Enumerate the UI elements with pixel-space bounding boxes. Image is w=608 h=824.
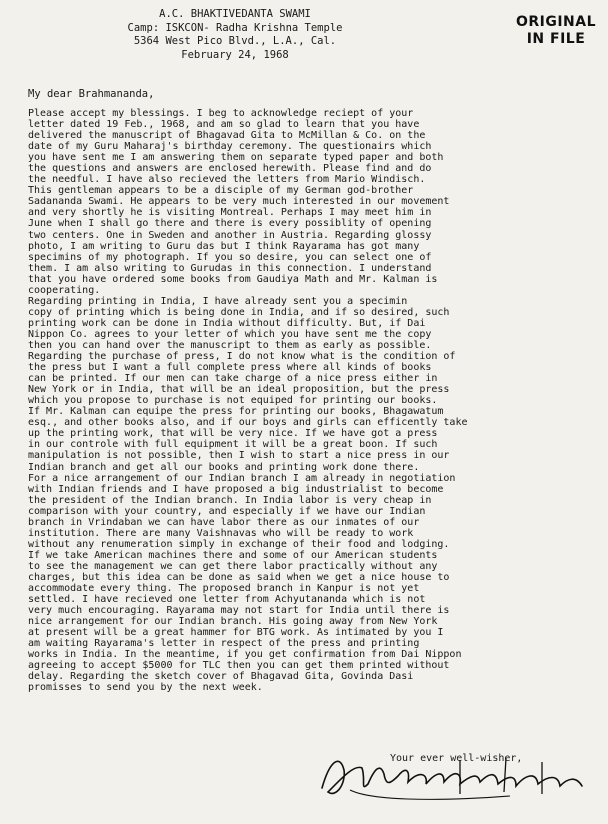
stamp-line-2: IN FILE [526, 31, 586, 47]
letter-line: which you propose to purchase is not equiped for printing our books. [28, 395, 438, 407]
letter-line: promisses to send you by the next week. [28, 682, 263, 694]
letterhead-name: A.C. BHAKTIVEDANTA SWAMI [159, 8, 311, 20]
letter-line: manipulation is not possible, then I wish to start a nice press in our [28, 450, 450, 462]
letter-line: the president of the Indian branch. In India labor is very cheap in [28, 494, 432, 506]
salutation: My dear Brahmananda, [28, 88, 155, 100]
handwritten-signature [310, 740, 600, 810]
letter-line: Please accept my blessings. I beg to acknowledge reciept of your [28, 108, 414, 119]
letter-line: If Mr. Kalman can equipe the press for printing our books, Bhagawatum [28, 406, 444, 418]
letter-line: accommodate every thing. The proposed branch in Kanpur is not yet [28, 583, 420, 595]
letter-line: Indian branch and get all our books and printing work done there. [28, 461, 420, 473]
closing: Your ever well-wisher, [390, 753, 523, 764]
letter-line: them. I am also writing to Gurudas in this connection. I understand [28, 262, 432, 274]
letter-line: specimins of my photograph. If you so desire, you can select one of [28, 251, 432, 263]
letter-line: in our controle with full equipment it will be a great boon. If such [28, 439, 438, 451]
letter-line: and very shortly he is visiting Montreal. Perhaps I may meet him in [28, 207, 432, 219]
letter-line: This gentleman appears to be a disciple of my German god-brother [28, 185, 414, 197]
letter-line: that you have ordered some books from Gaudiya Math and Mr. Kalman is [28, 273, 438, 285]
letter-line: to see the management we can get there labor practically without any [28, 560, 438, 572]
letter-line: Regarding printing in India, I have already sent you a specimin [28, 295, 408, 307]
letter-line: agreeing to accept $5000 for TLC then you can get them printed without [28, 660, 450, 672]
letter-line: up the printing work, that will be very nice. If we have got a press [28, 428, 438, 440]
letter-line: New York or in India, that will be an ideal proposition, but the press [28, 384, 450, 396]
letter-line: then you can hand over the manuscript to them as early as possible. [28, 339, 432, 351]
letterhead-date: February 24, 1968 [181, 48, 289, 61]
letter-line: photo, I am writing to Guru das but I think Rayarama has got many [28, 240, 420, 252]
letter-line: the needful. I have also recieved the letters from Mario Windisch. [28, 174, 426, 186]
letter-line: Regarding the purchase of press, I do not know what is the condition of [28, 351, 456, 363]
letter-line: with Indian friends and I have proposed a big industrialist to become [28, 483, 444, 495]
letter-line: settled. I have recieved one letter from Achyutananda which is not [28, 594, 426, 606]
letter-line: If we take American machines there and some of our American students [28, 549, 438, 561]
original-in-file-stamp [510, 14, 602, 48]
letter-line: copy of printing which is being done in India, and if so desired, such [28, 306, 450, 318]
letter-line: delay. Regarding the sketch cover of Bhagavad Gita, Govinda Dasi [28, 671, 414, 683]
letter-line: two centers. One in Sweden and another in Austria. Regarding glossy [28, 229, 432, 241]
stamp-line-1: ORIGINAL [515, 14, 597, 30]
letter-line: can be printed. If our men can take charge of a nice press either in [28, 373, 438, 385]
letter-line: letter dated 19 Feb., 1968, and am so glad to learn that you have [28, 119, 420, 131]
letter-line: at present will be a great hammer for BTG work. As intimated by you I [28, 627, 444, 639]
letter-line: nice arrangement for our Indian branch. His going away from New York [28, 616, 438, 628]
letter-line: printing work can be done in India without difficulty. But, if Dai [28, 317, 426, 329]
letter-line: Sadananda Swami. He appears to be very much interested in our movement [28, 196, 450, 208]
letter-line: you have sent me I am answering them on separate typed paper and both [28, 152, 444, 164]
letter-line: delivered the manuscript of Bhagavad Gita to McMillan & Co. on the [28, 130, 426, 142]
letter-line: Nippon Co. agrees to your letter of which you have sent me the copy [28, 328, 432, 340]
letter-line: institution. There are many Vaishnavas who will be ready to work [28, 527, 414, 539]
letter-body [28, 108, 593, 693]
letter-line: branch in Vrindaban we can have labor there as our inmates of our [28, 516, 420, 528]
letterhead-camp: Camp: ISKCON- Radha Krishna Temple [127, 21, 343, 34]
letter-line: cooperating. [28, 284, 101, 296]
letter-line: esq., and other books also, and if our boys and girls can efficently take [28, 417, 468, 429]
letter-line: without any renumeration simply in exchange of their food and lodging. [28, 538, 450, 550]
letter-line: am waiting Rayarama's letter in respect of the press and printing [28, 638, 420, 650]
letter-line: the press but I want a full complete press where all kinds of books [28, 362, 432, 374]
letter-line: works in India. In the meantime, if you get confirmation from Dai Nippon [28, 649, 462, 661]
letter-line: the questions and answers are enclosed herewith. Please find and do [28, 163, 432, 175]
letter-line: date of my Guru Maharaj's birthday ceremony. The questionairs which [28, 141, 432, 153]
letterhead [120, 8, 350, 62]
letter-line: For a nice arrangement of our Indian branch I am already in negotiation [28, 472, 456, 484]
letterhead-address: 5364 West Pico Blvd., L.A., Cal. [133, 35, 337, 47]
letter-line: June when I shall go there and there is every possiblity of opening [28, 218, 432, 230]
letter-line: very much encouraging. Rayarama may not start for India until there is [28, 605, 450, 617]
letter-line: charges, but this idea can be done as said when we get a nice house to [28, 571, 450, 583]
letter-line: comparison with your country, and especially if we have our Indian [28, 505, 426, 517]
